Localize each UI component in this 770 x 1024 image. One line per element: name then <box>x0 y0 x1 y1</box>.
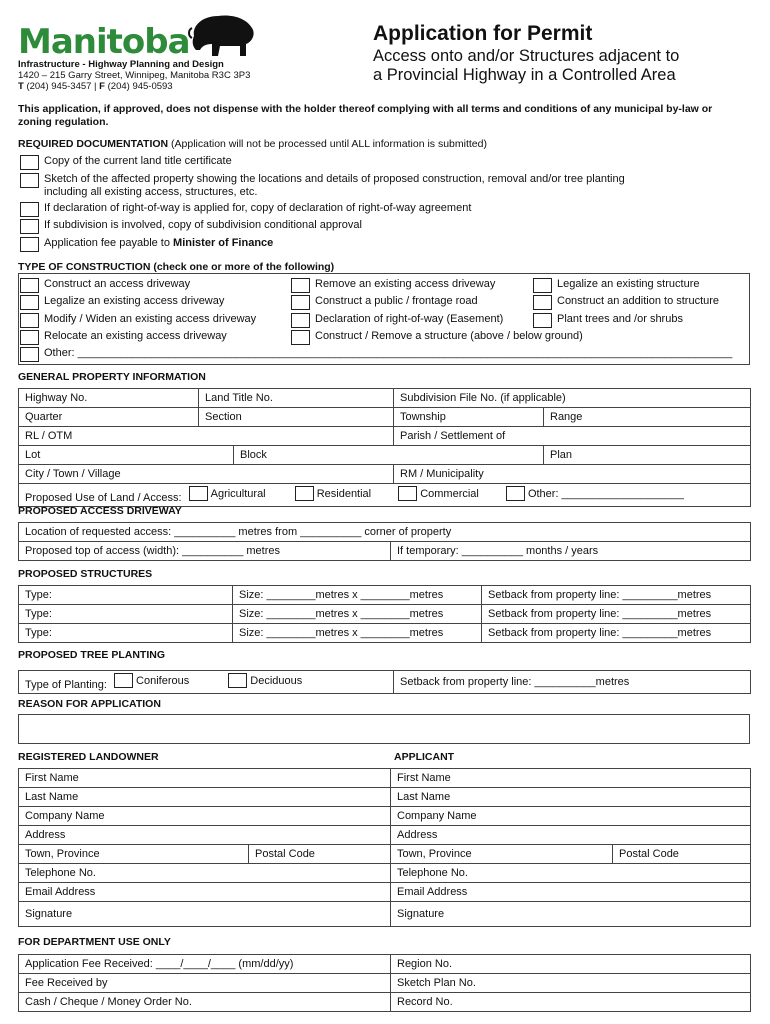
manitoba-logo <box>18 14 248 62</box>
applicant-address[interactable]: Address <box>391 826 751 845</box>
checkbox[interactable] <box>20 219 39 234</box>
checkbox[interactable] <box>291 278 310 293</box>
reason-heading: REASON FOR APPLICATION <box>18 698 161 710</box>
applicant-email[interactable]: Email Address <box>391 883 751 902</box>
driveway-heading: PROPOSED ACCESS DRIVEWAY <box>18 505 182 517</box>
dept-heading: FOR DEPARTMENT USE ONLY <box>18 936 171 948</box>
structure-size-field[interactable]: Size: ________metres x ________metres <box>233 586 482 605</box>
township-field[interactable]: Township <box>394 408 544 427</box>
record-no-field[interactable]: Record No. <box>391 993 751 1012</box>
trees-heading: PROPOSED TREE PLANTING <box>18 649 166 661</box>
checkbox[interactable] <box>189 486 208 501</box>
driveway-table <box>18 522 751 561</box>
applicant-heading: APPLICANT <box>394 751 455 763</box>
parties-table <box>18 768 751 927</box>
landowner-address[interactable]: Address <box>19 826 391 845</box>
subdivision-file-field[interactable]: Subdivision File No. (if applicable) <box>394 389 751 408</box>
use-other[interactable]: Other: ____________________ <box>502 486 684 501</box>
landowner-signature[interactable]: Signature <box>19 902 391 927</box>
range-field[interactable]: Range <box>544 408 751 427</box>
property-heading: GENERAL PROPERTY INFORMATION <box>18 371 206 383</box>
use-commercial[interactable]: Commercial <box>394 486 479 501</box>
checkbox[interactable] <box>228 673 247 688</box>
rm-field[interactable]: RM / Municipality <box>394 465 751 484</box>
checkbox[interactable] <box>291 295 310 310</box>
organization-block <box>18 59 250 92</box>
structure-setback-field[interactable]: Setback from property line: _________metres <box>482 624 751 643</box>
plan-field[interactable]: Plan <box>544 446 751 465</box>
landowner-last-name[interactable]: Last Name <box>19 788 391 807</box>
checkbox[interactable] <box>20 278 39 293</box>
landowner-heading: REGISTERED LANDOWNER <box>18 751 159 763</box>
construction-option[interactable]: Construct / Remove a structure (above / below ground) <box>291 330 583 345</box>
construction-option[interactable]: Declaration of right-of-way (Easement) <box>291 313 503 328</box>
checkbox[interactable] <box>533 295 552 310</box>
doc-item[interactable]: If declaration of right-of-way is applied for, copy of declaration of right-of-way agreement <box>20 202 471 217</box>
construction-option[interactable]: Construct an access driveway <box>20 278 190 293</box>
structures-heading: PROPOSED STRUCTURES <box>18 568 153 580</box>
applicant-postal[interactable]: Postal Code <box>613 845 751 864</box>
checkbox[interactable] <box>398 486 417 501</box>
construction-other[interactable]: Other: ___________________________________________________________________________________________________________ <box>20 347 732 362</box>
construction-heading: TYPE OF CONSTRUCTION (check one or more of the following) <box>18 261 335 273</box>
temporary-field[interactable]: If temporary: __________ months / years <box>391 542 751 561</box>
structure-type-field[interactable]: Type: <box>19 624 233 643</box>
checkbox[interactable] <box>20 173 39 188</box>
structures-table <box>18 585 751 643</box>
reason-textarea[interactable] <box>18 714 750 744</box>
checkbox[interactable] <box>291 330 310 345</box>
checkbox[interactable] <box>295 486 314 501</box>
structure-type-field[interactable]: Type: <box>19 586 233 605</box>
checkbox[interactable] <box>20 347 39 362</box>
structure-size-field[interactable]: Size: ________metres x ________metres <box>233 624 482 643</box>
org-address: 1420 – 215 Garry Street, Winnipeg, Manitoba R3C 3P3 <box>18 70 251 81</box>
lot-field[interactable]: Lot <box>19 446 234 465</box>
doc-item[interactable]: Copy of the current land title certificate <box>20 155 232 170</box>
property-table <box>18 388 751 507</box>
logo-wordmark: Manitoba <box>18 22 190 62</box>
structure-setback-field[interactable]: Setback from property line: _________metres <box>482 605 751 624</box>
dept-table <box>18 954 751 1012</box>
land-title-field[interactable]: Land Title No. <box>199 389 394 408</box>
checkbox[interactable] <box>20 313 39 328</box>
checkbox[interactable] <box>20 330 39 345</box>
access-width-field[interactable]: Proposed top of access (width): __________ metres <box>19 542 391 561</box>
structure-type-field[interactable]: Type: <box>19 605 233 624</box>
proposed-use-row: Proposed Use of Land / Access: Agricultural Residential Commercial Other: ____________________ <box>19 484 751 507</box>
applicant-phone[interactable]: Telephone No. <box>391 864 751 883</box>
block-field[interactable]: Block <box>234 446 544 465</box>
construction-option[interactable]: Legalize an existing access driveway <box>20 295 224 310</box>
org-name: Infrastructure - Highway Planning and Design <box>18 59 224 70</box>
checkbox[interactable] <box>20 237 39 252</box>
landowner-phone[interactable]: Telephone No. <box>19 864 391 883</box>
form-subtitle: Access onto and/or Structures adjacent to a Provincial Highway in a Controlled Area <box>373 47 680 84</box>
construction-option[interactable]: Construct a public / frontage road <box>291 295 478 310</box>
access-location-field[interactable]: Location of requested access: __________ metres from __________ corner of property <box>19 523 751 542</box>
region-field[interactable]: Region No. <box>391 955 751 974</box>
checkbox[interactable] <box>114 673 133 688</box>
checkbox[interactable] <box>20 155 39 170</box>
use-residential[interactable]: Residential <box>291 486 371 501</box>
trees-table <box>18 670 751 694</box>
checkbox[interactable] <box>533 313 552 328</box>
planting-deciduous[interactable]: Deciduous <box>224 673 302 688</box>
applicant-last-name[interactable]: Last Name <box>391 788 751 807</box>
construction-option[interactable]: Plant trees and /or shrubs <box>533 313 683 328</box>
doc-item[interactable]: Sketch of the affected property showing the locations and details of proposed construction, removal and/or tree planting including all existing access, structures, etc. <box>20 173 625 199</box>
doc-item[interactable]: Application fee payable to Minister of Finance <box>20 237 273 252</box>
construction-option[interactable]: Construct an addition to structure <box>533 295 719 310</box>
checkbox[interactable] <box>291 313 310 328</box>
planting-setback-field[interactable]: Setback from property line: __________metres <box>394 671 751 694</box>
sketch-plan-field[interactable]: Sketch Plan No. <box>391 974 751 993</box>
form-title: Application for Permit <box>373 22 593 45</box>
structure-setback-field[interactable]: Setback from property line: _________metres <box>482 586 751 605</box>
fee-received-field[interactable]: Application Fee Received: ____/____/____ (mm/dd/yy) <box>19 955 391 974</box>
quarter-field[interactable]: Quarter <box>19 408 199 427</box>
applicant-company[interactable]: Company Name <box>391 807 751 826</box>
use-agricultural[interactable]: Agricultural <box>185 486 266 501</box>
rl-otm-field[interactable]: RL / OTM <box>19 427 394 446</box>
fee-received-by-field[interactable]: Fee Received by <box>19 974 391 993</box>
checkbox[interactable] <box>20 295 39 310</box>
landowner-company[interactable]: Company Name <box>19 807 391 826</box>
org-contact: T (204) 945-3457 | F (204) 945-0593 <box>18 81 173 92</box>
checkbox[interactable] <box>20 202 39 217</box>
construction-option[interactable]: Modify / Widen an existing access driveway <box>20 313 256 328</box>
structure-size-field[interactable]: Size: ________metres x ________metres <box>233 605 482 624</box>
applicant-town[interactable]: Town, Province <box>391 845 613 864</box>
landowner-town[interactable]: Town, Province <box>19 845 249 864</box>
landowner-postal[interactable]: Postal Code <box>249 845 391 864</box>
notice-text: This application, if approved, does not dispense with the holder thereof complying with all terms and conditions of any municipal by-law or zoning regulation. <box>18 103 713 128</box>
checkbox[interactable] <box>506 486 525 501</box>
planting-coniferous[interactable]: Coniferous <box>110 673 189 688</box>
city-field[interactable]: City / Town / Village <box>19 465 394 484</box>
doc-item[interactable]: If subdivision is involved, copy of subdivision conditional approval <box>20 219 362 234</box>
applicant-first-name[interactable]: First Name <box>391 769 751 788</box>
construction-option[interactable]: Relocate an existing access driveway <box>20 330 227 345</box>
construction-option[interactable]: Remove an existing access driveway <box>291 278 495 293</box>
landowner-first-name[interactable]: First Name <box>19 769 391 788</box>
construction-option[interactable]: Legalize an existing structure <box>533 278 699 293</box>
landowner-email[interactable]: Email Address <box>19 883 391 902</box>
planting-type-row: Type of Planting: Coniferous Deciduous <box>19 671 394 694</box>
parish-field[interactable]: Parish / Settlement of <box>394 427 751 446</box>
highway-no-field[interactable]: Highway No. <box>19 389 199 408</box>
payment-method-field[interactable]: Cash / Cheque / Money Order No. <box>19 993 391 1012</box>
required-docs-heading: REQUIRED DOCUMENTATION (Application will not be processed until ALL information is submitted) <box>18 138 487 150</box>
bison-icon <box>188 10 258 58</box>
applicant-signature[interactable]: Signature <box>391 902 751 927</box>
checkbox[interactable] <box>533 278 552 293</box>
section-field[interactable]: Section <box>199 408 394 427</box>
